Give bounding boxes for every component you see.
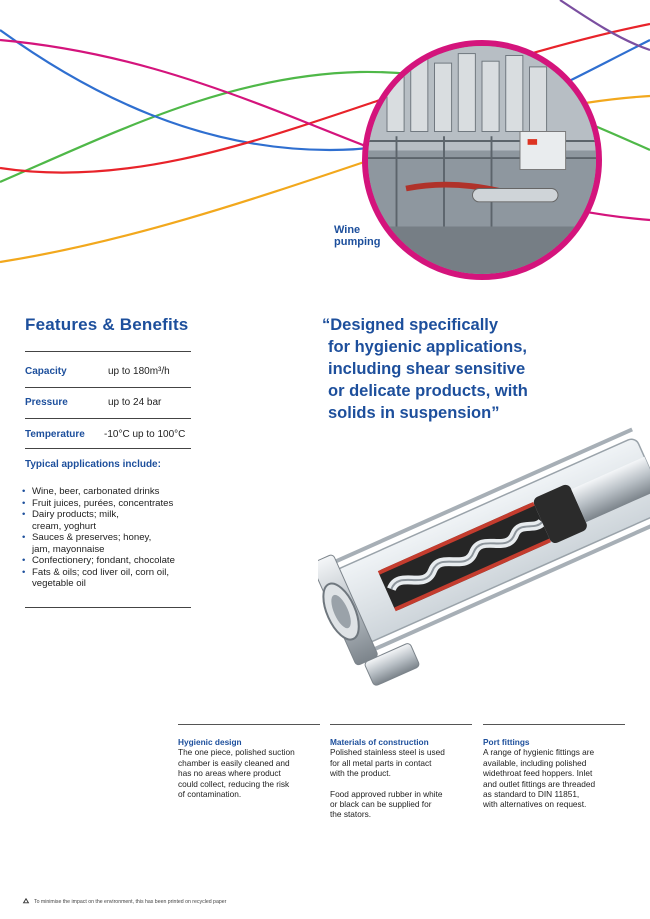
divider xyxy=(25,387,191,388)
spec-value-pressure: up to 24 bar xyxy=(108,397,162,408)
spec-label-pressure: Pressure xyxy=(25,397,68,408)
wine-pumping-photo xyxy=(362,40,602,280)
spec-label-capacity: Capacity xyxy=(25,366,67,377)
text-line: widethroat feed hoppers. Inlet xyxy=(483,768,593,779)
column-heading: Materials of construction xyxy=(330,737,429,747)
text-line: chamber is easily cleaned and xyxy=(178,757,290,768)
quote-line: for hygienic applications, xyxy=(328,338,527,356)
quote-line: solids in suspension” xyxy=(328,404,500,422)
list-item-text: cream, yoghurt xyxy=(32,520,96,532)
quote-line: including shear sensitive xyxy=(328,360,526,378)
spec-value-temperature: -10°C up to 100°C xyxy=(104,429,186,440)
list-item xyxy=(22,486,202,498)
list-item-text: Sauces & preserves; honey, xyxy=(32,532,152,543)
features-title: Features & Benefits xyxy=(25,315,189,334)
photo-caption-line-2: pumping xyxy=(334,236,381,248)
text-line: with the product. xyxy=(330,768,391,779)
quote-line: “Designed specifically xyxy=(322,316,499,334)
footnote-text: To minimise the impact on the environment, this has been printed on recycled paper xyxy=(34,899,227,905)
column-materials xyxy=(330,737,470,820)
list-item-text: vegetable oil xyxy=(32,578,86,589)
quote-line: or delicate products, with xyxy=(328,382,528,400)
pump-illustration xyxy=(318,388,650,710)
spec-value-capacity: up to 180m³/h xyxy=(108,366,170,377)
divider xyxy=(483,724,625,725)
applications-list xyxy=(22,486,202,590)
applications-title: Typical applications include: xyxy=(25,459,161,470)
list-item-text: Wine, beer, carbonated drinks xyxy=(32,486,160,497)
recycle-icon xyxy=(22,898,30,906)
divider xyxy=(178,724,320,725)
text-line: The one piece, polished suction xyxy=(178,747,295,758)
text-line: Polished stainless steel is used xyxy=(330,747,445,758)
text-line: available, including polished xyxy=(483,757,587,768)
column-paragraph xyxy=(330,789,470,820)
divider xyxy=(25,418,191,419)
photo-caption-line-1: Wine xyxy=(334,224,361,236)
text-line: the stators. xyxy=(330,809,372,820)
column-heading: Port fittings xyxy=(483,737,530,747)
list-item-text: jam, mayonnaise xyxy=(32,543,105,555)
list-item xyxy=(22,532,202,555)
divider xyxy=(25,351,191,352)
list-item xyxy=(22,567,202,590)
text-line: has no areas where product xyxy=(178,768,281,779)
list-item xyxy=(22,498,202,510)
list-item-text: Fruit juices, purées, concentrates xyxy=(32,497,174,509)
column-port-fittings xyxy=(483,737,623,810)
column-paragraph xyxy=(483,747,623,809)
text-line: could collect, reducing the risk xyxy=(178,778,290,789)
list-item-text: Fats & oils; cod liver oil, corn oil, xyxy=(32,566,170,578)
list-item xyxy=(22,509,202,532)
column-paragraph xyxy=(330,747,470,778)
list-item xyxy=(22,555,202,567)
column-heading: Hygienic design xyxy=(178,737,242,747)
photo-caption xyxy=(334,224,380,248)
footnote xyxy=(22,898,226,906)
divider xyxy=(330,724,472,725)
text-line: as standard to DIN 11851, xyxy=(483,789,580,800)
text-line: with alternatives on request. xyxy=(483,799,587,810)
list-item-text: Dairy products; milk, xyxy=(32,509,119,520)
text-line: A range of hygienic fittings are xyxy=(483,747,595,758)
column-paragraph xyxy=(178,747,318,799)
divider xyxy=(25,607,191,608)
text-line: or black can be supplied for xyxy=(330,799,432,810)
text-line: of contamination. xyxy=(178,789,242,800)
list-item-text: Confectionery; fondant, chocolate xyxy=(32,555,175,566)
column-hygienic-design xyxy=(178,737,318,799)
text-line: Food approved rubber in white xyxy=(330,788,443,799)
text-line: for all metal parts in contact xyxy=(330,757,432,768)
text-line: and outlet fittings are threaded xyxy=(483,778,596,789)
divider xyxy=(25,448,191,449)
spec-label-temperature: Temperature xyxy=(25,429,85,440)
